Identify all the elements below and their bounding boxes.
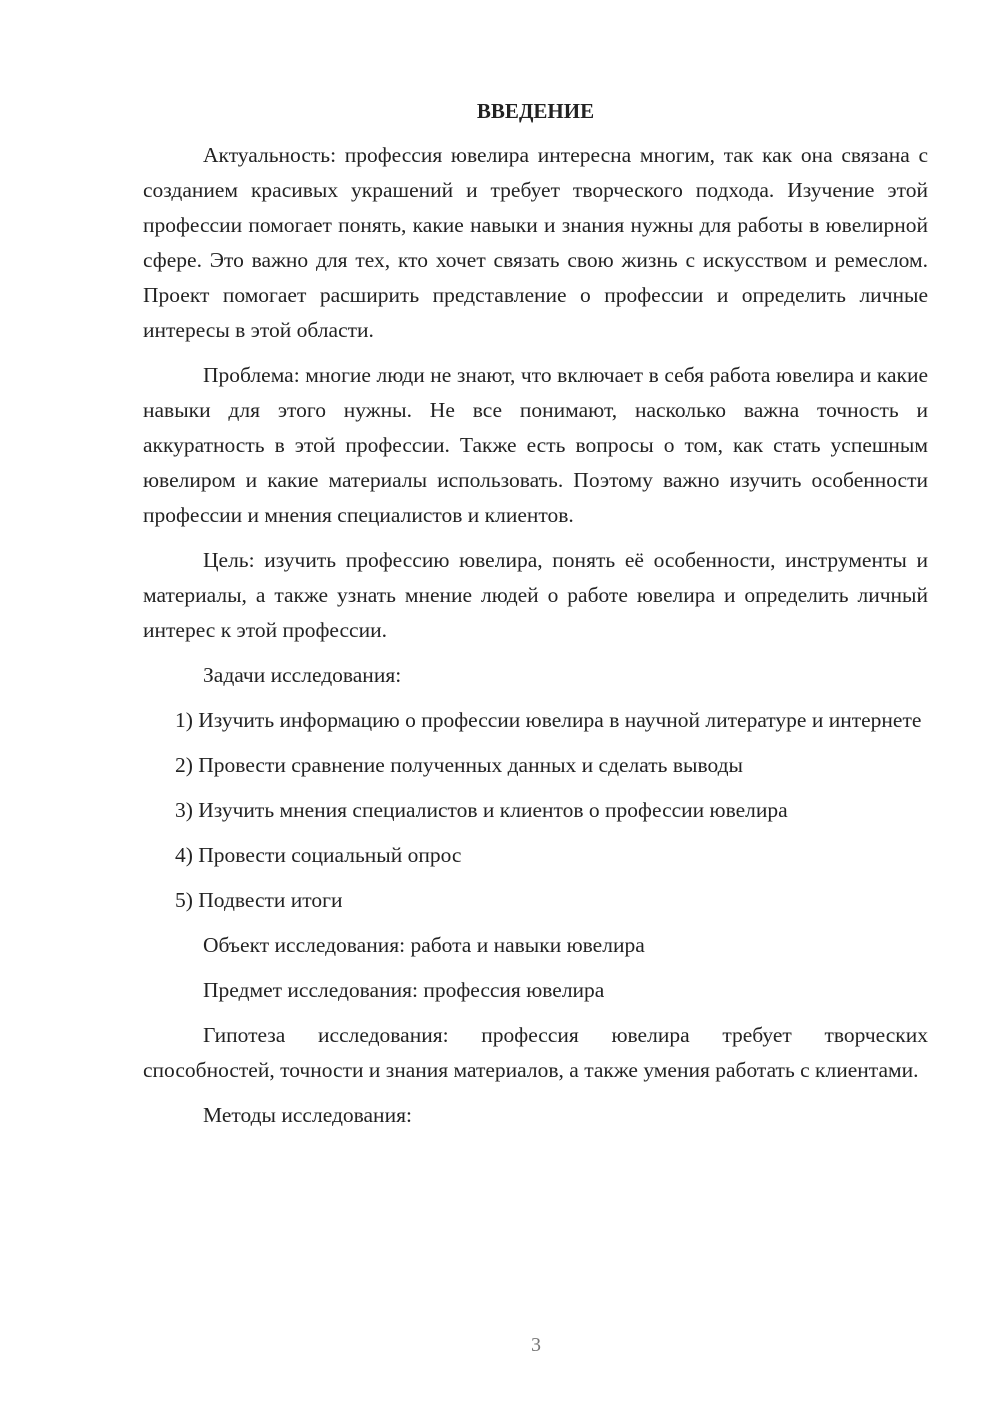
problem-paragraph: Проблема: многие люди не знают, что включает в себя работа ювелира и какие навыки для этого нужны. Не все понимают, насколько важна точность и аккуратность в этой профессии. Также есть вопросы о том, как стать успешным ювелиром и какие материалы использовать. Поэтому важно изучить особенности профессии и мнения специалистов и клиентов. xyxy=(143,363,928,527)
goal-paragraph: Цель: изучить профессию ювелира, понять её особенности, инструменты и материалы, а также узнать мнение людей о работе ювелира и определить личный интерес к этой профессии. xyxy=(143,548,928,642)
task-item: 1) Изучить информацию о профессии ювелира в научной литературе и интернете xyxy=(175,708,922,732)
page-number: 3 xyxy=(531,1334,541,1356)
research-subject: Предмет исследования: профессия ювелира xyxy=(203,978,605,1002)
relevance-paragraph: Актуальность: профессия ювелира интересна многим, так как она связана с созданием красивых украшений и требует творческого подхода. Изучение этой профессии помогает понять, какие навыки и знания нужны для работы в ювелирной сфере. Это важно для тех, кто хочет связать свою жизнь с искусством и ремеслом. Проект помогает расширить представление о профессии и определить личные интересы в этой области. xyxy=(143,143,928,342)
tasks-list xyxy=(143,703,928,918)
hypothesis-paragraph: Гипотеза исследования: профессия ювелира требует творческих способностей, точности и знания материалов, а также умения работать с клиентами. xyxy=(143,1023,928,1082)
page-content xyxy=(143,94,928,1143)
task-item: 5) Подвести итоги xyxy=(175,888,343,912)
task-item: 3) Изучить мнения специалистов и клиентов о профессии ювелира xyxy=(175,798,788,822)
task-item: 2) Провести сравнение полученных данных и сделать выводы xyxy=(175,753,743,777)
tasks-heading: Задачи исследования: xyxy=(203,663,402,687)
task-item: 4) Провести социальный опрос xyxy=(175,843,462,867)
methods-heading: Методы исследования: xyxy=(203,1103,412,1127)
research-object: Объект исследования: работа и навыки ювелира xyxy=(203,933,645,957)
section-title: ВВЕДЕНИЕ xyxy=(476,99,595,123)
